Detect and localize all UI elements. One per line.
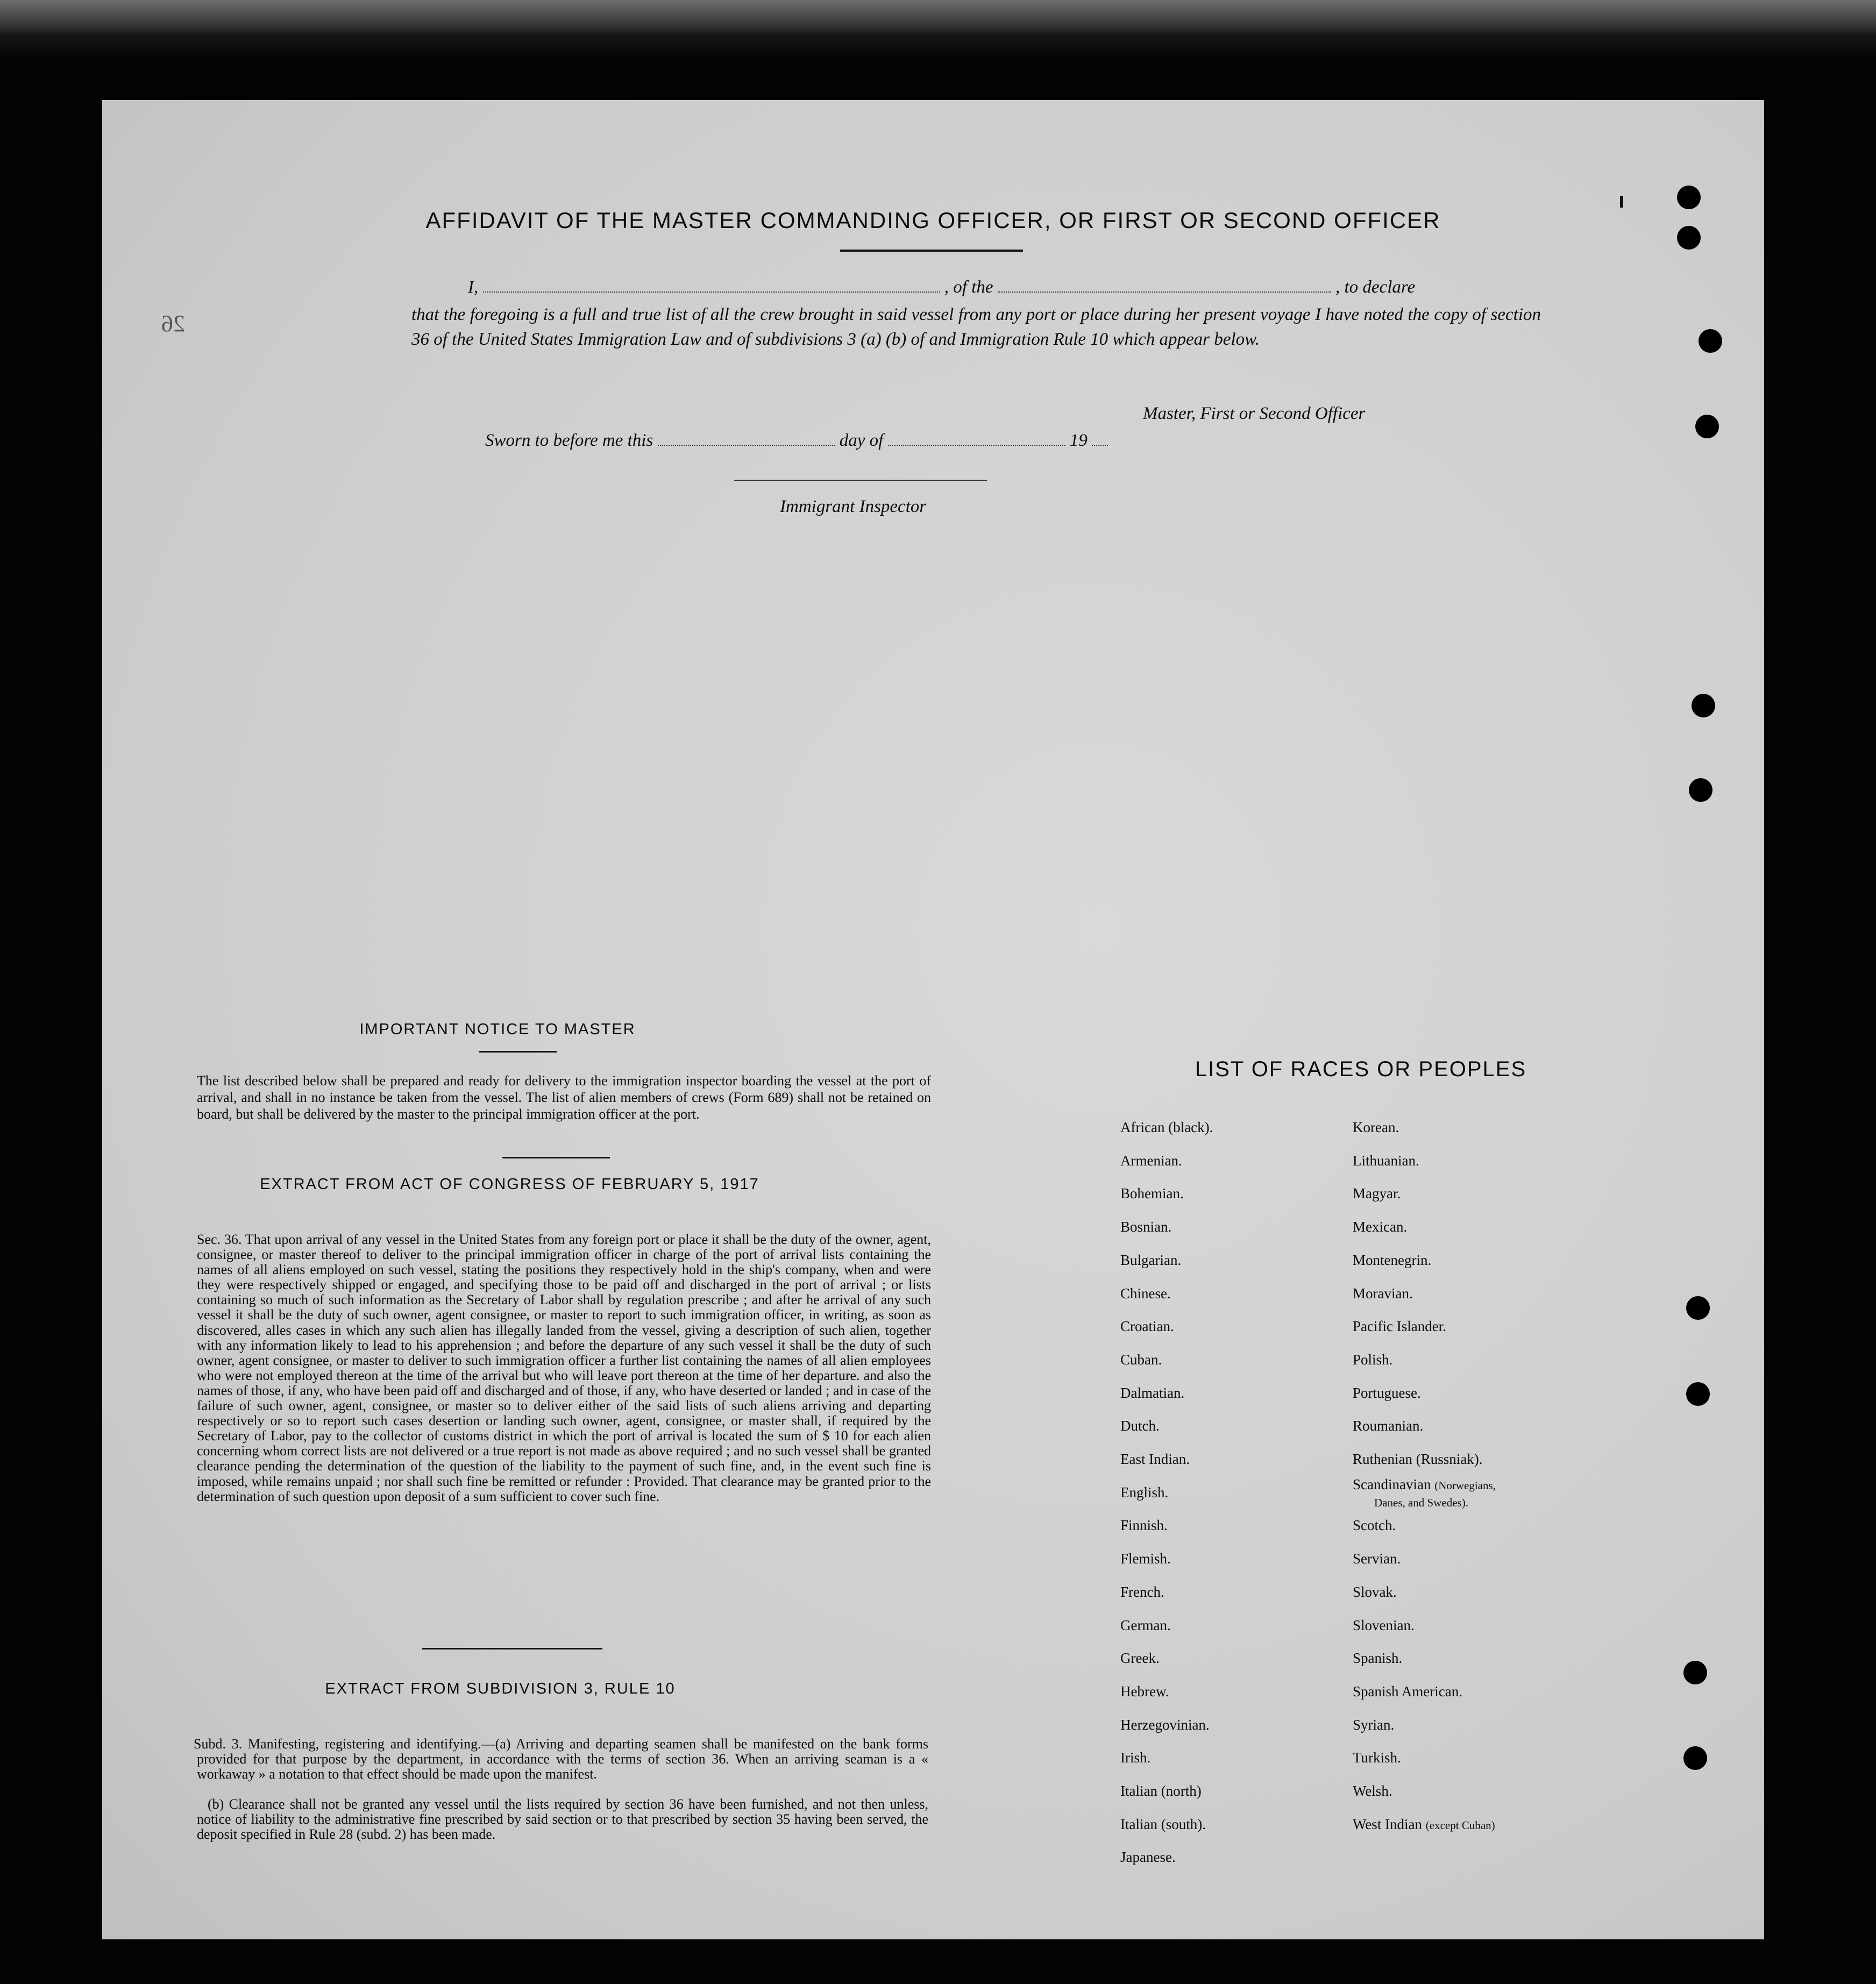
race-entry: Herzegovinian. bbox=[1120, 1716, 1210, 1733]
margin-number: 26 bbox=[161, 310, 185, 337]
race-entry: Cuban. bbox=[1120, 1351, 1162, 1368]
binder-hole bbox=[1692, 694, 1715, 717]
notice-text: The list described below shall be prepared and ready for delivery to the immigration inspector boarding the vessel at the port of arrival, and shall in no instance be taken from the vessel. The list of alien members of crews (Form 689) shall not be retained on board, but shall be delivered by the master to the principal immigration officer at the port. bbox=[197, 1073, 931, 1122]
declarant-name-field[interactable] bbox=[483, 291, 940, 293]
race-entry: French. bbox=[1120, 1583, 1164, 1600]
binder-hole bbox=[1686, 1296, 1710, 1320]
race-entry: Ruthenian (Russniak). bbox=[1353, 1451, 1483, 1468]
race-entry: Italian (north) bbox=[1120, 1783, 1202, 1800]
race-entry: Roumanian. bbox=[1353, 1418, 1424, 1434]
races-column-1 bbox=[1120, 1111, 1213, 1874]
rule-text-b: (b) Clearance shall not be granted any vessel until the lists required by section 36 have been furnished, and not then unless, notice of liability to the administrative fine prescribed by said section or to that prescribed by section 35 having been served, the deposit specified in Rule 28 (subd. 2) has been made. bbox=[197, 1796, 928, 1842]
sworn-year-field[interactable] bbox=[1092, 445, 1108, 446]
sworn-month-field[interactable] bbox=[888, 445, 1065, 446]
race-entry: Lithuanian. bbox=[1353, 1152, 1419, 1169]
binder-hole bbox=[1686, 1382, 1710, 1406]
sworn-line bbox=[485, 431, 1108, 451]
race-entry: Polish. bbox=[1353, 1351, 1393, 1368]
race-entry: East Indian. bbox=[1120, 1451, 1190, 1468]
notice-title: IMPORTANT NOTICE TO MASTER bbox=[359, 1021, 636, 1038]
race-entry: Irish. bbox=[1120, 1750, 1151, 1766]
notice-rule bbox=[479, 1051, 557, 1053]
race-entry: Bulgarian. bbox=[1120, 1251, 1182, 1268]
race-entry: African (black). bbox=[1120, 1119, 1213, 1135]
inspector-signature-line bbox=[734, 480, 987, 481]
scan-top-border bbox=[0, 0, 1876, 59]
race-entry: Pacific Islander. bbox=[1353, 1318, 1446, 1335]
race-entry: Bohemian. bbox=[1120, 1185, 1184, 1202]
day-of-label: day of bbox=[839, 431, 884, 450]
race-entry: Flemish. bbox=[1120, 1551, 1171, 1567]
races-column-2 bbox=[1353, 1111, 1496, 1842]
race-entry: Dalmatian. bbox=[1120, 1384, 1185, 1401]
race-entry: Korean. bbox=[1353, 1119, 1399, 1135]
race-entry: Syrian. bbox=[1353, 1716, 1395, 1733]
act-bottom-rule bbox=[422, 1648, 602, 1649]
race-entry: Welsh. bbox=[1353, 1783, 1392, 1800]
binder-hole bbox=[1699, 329, 1722, 353]
i-label: I, bbox=[468, 278, 479, 297]
act-text: Sec. 36. That upon arrival of any vessel in the United States from any foreign port or place it shall be the duty of the owner, agent, consignee, or master thereof to deliver to the principal immigration officer in charge of the port of arrival lists containing the names of all aliens employed on such vessel, stating the positions they respectively hold in the ship's company, when and were they were respectively shipped or engaged, and specifying those to be paid off and discharged in the port of arrival ; or lists containing so much of such information as the Secretary of Labor shall by regulation prescribe ; and after he arrival of any such vessel it shall be the duty of such owner, agent consignee, or master to report to such immigration officer, in writing, as soon as discovered, alles cases in which any such alien has illegally landed from the vessel, giving a description of such alien, together with any information likely to lead to his apprehension ; and before the departure of any such vessel it shall be the duty of such owner, agent consignee, or master to deliver to such immigration officer a further list containing the names of all alien employees who were not employed thereon at the time of the arrival but who will leave port thereon at the time of her departure. and also the names of those, if any, who have been paid off and discharged and of those, if any, who have deserted or landed ; and in case of the failure of such owner, agent, consignee, or master so to deliver either of the said lists of such aliens arriving and departing respectively or so to report such cases desertion or landing such owner, agent, consignee, or master shall, if required by the Secretary of Labor, pay to the collector of customs district in which the port of arrival is located the sum of $ 10 for each alien concerning whom correct lists are not delivered or a true report is not made as above required ; and no such vessel shall be granted clearance pending the determination of the question of the liability to the payment of such fine, and, in the event such fine is imposed, while remains unpaid ; nor shall such fine be remitted or refunder : Provided. That clearance may be granted prior to the determination of such question upon deposit of a sum sufficient to cover such fine. bbox=[197, 1232, 931, 1504]
binder-hole bbox=[1677, 226, 1701, 250]
to-declare-label: , to declare bbox=[1335, 278, 1416, 297]
title-rule bbox=[840, 250, 1023, 252]
notice-bottom-rule bbox=[502, 1157, 610, 1158]
race-entry: Japanese. bbox=[1120, 1849, 1176, 1866]
sworn-label: Sworn to before me this bbox=[485, 431, 653, 450]
binder-hole bbox=[1695, 415, 1719, 438]
year-label: 19 bbox=[1069, 431, 1088, 450]
master-signature-label: Master, First or Second Officer bbox=[1143, 404, 1366, 423]
race-entry: Bosnian. bbox=[1120, 1219, 1172, 1235]
race-entry: Finnish. bbox=[1120, 1517, 1168, 1534]
rule-title: EXTRACT FROM SUBDIVISION 3, RULE 10 bbox=[325, 1680, 676, 1697]
race-entry: Moravian. bbox=[1353, 1285, 1413, 1302]
race-entry: West Indian (except Cuban) bbox=[1353, 1816, 1495, 1832]
form-sheet bbox=[102, 100, 1764, 1939]
race-entry: Slovak. bbox=[1353, 1583, 1397, 1600]
vessel-name-field[interactable] bbox=[998, 291, 1331, 293]
binder-hole bbox=[1683, 1661, 1707, 1684]
race-entry: Mexican. bbox=[1353, 1219, 1408, 1235]
race-entry: Chinese. bbox=[1120, 1285, 1171, 1302]
race-entry: Hebrew. bbox=[1120, 1683, 1169, 1699]
race-entry: Spanish American. bbox=[1353, 1683, 1462, 1699]
race-entry: Scandinavian (Norwegians, Danes, and Swedes). bbox=[1353, 1476, 1496, 1509]
sworn-day-field[interactable] bbox=[658, 445, 835, 446]
races-title: LIST OF RACES OR PEOPLES bbox=[1195, 1057, 1527, 1081]
race-entry: Croatian. bbox=[1120, 1318, 1174, 1335]
binder-hole bbox=[1677, 186, 1701, 209]
race-entry: Servian. bbox=[1353, 1551, 1401, 1567]
binder-hole bbox=[1689, 778, 1712, 802]
affidavit-body: that the foregoing is a full and true list of all the crew brought in said vessel from any port or place during her present voyage I have noted the copy of section 36 of the United States Immigration Law and of subdivisions 3 (a) (b) of and Immigration Rule 10 which appear below. bbox=[411, 305, 1541, 349]
race-entry: English. bbox=[1120, 1484, 1169, 1501]
race-entry: Portuguese. bbox=[1353, 1384, 1421, 1401]
race-entry: Magyar. bbox=[1353, 1185, 1401, 1202]
race-entry: German. bbox=[1120, 1617, 1171, 1633]
race-entry: Slovenian. bbox=[1353, 1617, 1415, 1633]
race-entry: Italian (south). bbox=[1120, 1816, 1206, 1832]
race-entry: Montenegrin. bbox=[1353, 1251, 1432, 1268]
binder-hole bbox=[1683, 1746, 1707, 1770]
race-entry: Armenian. bbox=[1120, 1152, 1182, 1169]
act-title: EXTRACT FROM ACT OF CONGRESS OF FEBRUARY 5, 1917 bbox=[260, 1176, 759, 1193]
race-entry: Greek. bbox=[1120, 1650, 1160, 1667]
binder-tick bbox=[1620, 196, 1623, 208]
rule-text-a: Subd. 3. Manifesting, registering and identifying.—(a) Arriving and departing seamen shall be manifested on the bank forms provided for that purpose by the department, in accordance with the terms of section 36. When an arriving seaman is a « workaway » a notation to that effect should be made upon the manifest. bbox=[194, 1736, 928, 1782]
race-entry: Dutch. bbox=[1120, 1418, 1160, 1434]
inspector-signature-label: Immigrant Inspector bbox=[780, 497, 927, 516]
declarant-line bbox=[468, 278, 1415, 297]
affidavit-title: AFFIDAVIT OF THE MASTER COMMANDING OFFICER, OR FIRST OR SECOND OFFICER bbox=[425, 208, 1441, 233]
race-entry: Turkish. bbox=[1353, 1750, 1401, 1766]
of-the-label: , of the bbox=[944, 278, 993, 297]
race-entry: Spanish. bbox=[1353, 1650, 1403, 1667]
race-entry: Scotch. bbox=[1353, 1517, 1396, 1534]
